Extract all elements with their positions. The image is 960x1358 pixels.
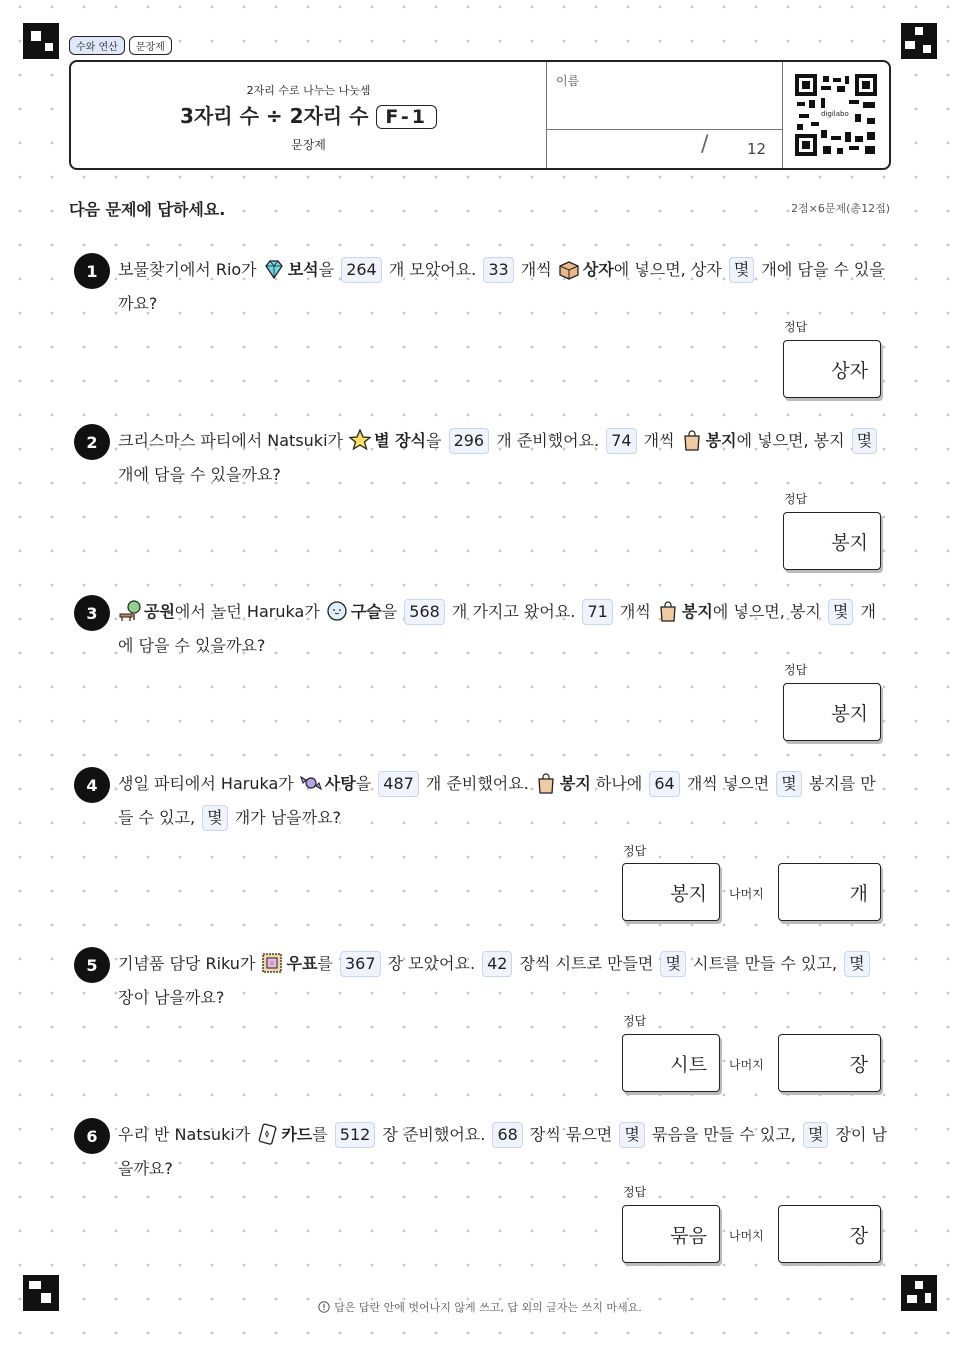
remainder-label: 나머지 — [729, 1229, 764, 1243]
container-name: 봉지 — [705, 431, 737, 450]
problem-text — [118, 253, 888, 321]
container-name: 상자 — [582, 260, 614, 279]
text: 개가 남을까요? — [229, 808, 342, 827]
number-total: 568 — [404, 599, 445, 625]
question-blank: 몇 — [660, 951, 685, 977]
text: 을 — [318, 260, 340, 279]
answer-box-remainder[interactable] — [778, 1034, 881, 1092]
item-name: 사탕 — [324, 774, 356, 793]
answer-box[interactable] — [783, 340, 881, 398]
answer-label: 정답 — [623, 1014, 647, 1028]
text: 장씩 시트로 만들면 — [514, 954, 659, 973]
points-info: 2점×6문제(총12점) — [791, 202, 890, 215]
item-name: 구슬 — [350, 602, 382, 621]
paper-bag-icon — [534, 771, 558, 795]
star-icon — [348, 428, 372, 452]
worksheet-title — [71, 100, 546, 129]
paper-bag-icon — [656, 599, 680, 623]
remainder-label: 나머지 — [729, 1058, 764, 1072]
problem-number: 1 — [74, 253, 110, 289]
text: 개 준비했어요. — [420, 774, 534, 793]
text: 을 — [355, 774, 377, 793]
number-per-group: 68 — [492, 1122, 522, 1148]
answer-unit: 상자 — [831, 359, 868, 382]
number-total: 512 — [335, 1122, 376, 1148]
answer-box-quotient[interactable] — [622, 1034, 720, 1092]
text: 을 — [381, 602, 403, 621]
stamp-icon — [260, 951, 284, 975]
item-name: 우표 — [286, 954, 318, 973]
number-total: 367 — [340, 951, 381, 977]
item-name: 보석 — [287, 260, 319, 279]
footer-note — [0, 1299, 960, 1315]
answer-box[interactable] — [783, 683, 881, 741]
title-block — [71, 62, 547, 168]
answer-unit: 장 — [849, 1224, 868, 1247]
container-name: 봉지 — [681, 602, 713, 621]
container-name: 봉지 — [559, 774, 591, 793]
problem-number: 6 — [74, 1118, 110, 1154]
text: 장이 남을까요? — [118, 988, 225, 1007]
card-icon — [255, 1122, 279, 1146]
info-icon — [318, 1301, 330, 1313]
text: 에 넣으면, 봉지 — [712, 602, 826, 621]
gem-icon — [262, 257, 286, 281]
text: 보물찾기에서 Rio가 — [118, 260, 262, 279]
answer-unit: 시트 — [670, 1053, 707, 1076]
item-name: 카드 — [281, 1125, 313, 1144]
text: 개 준비했어요. — [491, 431, 605, 450]
text: 장 준비했어요. — [377, 1125, 491, 1144]
answer-unit: 묶음 — [670, 1224, 707, 1247]
answer-unit: 봉지 — [831, 531, 868, 554]
number-per-group: 71 — [582, 599, 612, 625]
number-total: 264 — [341, 257, 382, 283]
answer-unit: 봉지 — [670, 882, 707, 905]
corner-marker-top-left — [23, 23, 59, 59]
text: 시트를 만들 수 있고, — [687, 954, 843, 973]
tag-word-problem: 문장제 — [129, 36, 172, 55]
problem-text — [118, 767, 888, 835]
text: 생일 파티에서 Haruka가 — [118, 774, 299, 793]
text: 에서 놀던 Haruka가 — [174, 602, 325, 621]
answer-unit: 장 — [849, 1053, 868, 1076]
text: 장 모았어요. — [382, 954, 481, 973]
number-total: 296 — [449, 428, 490, 454]
text: 개 모았어요. — [383, 260, 482, 279]
text: 을 — [426, 431, 447, 450]
text: 개에 담을 수 있을까요? — [118, 465, 281, 484]
item-name: 별 장식 — [374, 431, 427, 450]
qr-label: digilabo — [821, 110, 849, 118]
question-blank: 몇 — [828, 599, 853, 625]
answer-box-remainder[interactable] — [778, 863, 881, 921]
box-icon — [557, 257, 581, 281]
text: 를 — [312, 1125, 333, 1144]
text: 묶음을 만들 수 있고, — [646, 1125, 801, 1144]
text: 에 넣으면, 봉지 — [736, 431, 850, 450]
question-blank: 몇 — [202, 805, 227, 831]
text: 개씩 — [614, 602, 656, 621]
qr-code — [782, 62, 890, 168]
answer-box[interactable] — [783, 512, 881, 570]
candy-icon — [299, 771, 323, 795]
place-name: 공원 — [144, 602, 175, 621]
worksheet-code: F-1 — [376, 105, 437, 129]
text: 장씩 묶으면 — [524, 1125, 618, 1144]
score-slash: / — [701, 132, 709, 157]
problem-text — [118, 947, 888, 1015]
answer-unit: 봉지 — [831, 702, 868, 725]
question-blank: 몇 — [776, 771, 801, 797]
answer-box-remainder[interactable] — [778, 1205, 881, 1263]
question-blank: 몇 — [852, 428, 877, 454]
text: 기념품 담당 Riku가 — [118, 954, 261, 973]
answer-unit: 개 — [849, 882, 868, 905]
name-score-divider — [546, 129, 782, 130]
worksheet-kind: 문장제 — [291, 138, 326, 152]
number-total: 487 — [378, 771, 419, 797]
worksheet-title-text: 3자리 수 ÷ 2자리 수 — [180, 104, 369, 128]
text: 개씩 — [638, 431, 680, 450]
footer-text: 답은 답란 안에 벗어나지 않게 쓰고, 답 외의 글자는 쓰지 마세요. — [334, 1301, 642, 1314]
corner-marker-top-right — [901, 23, 937, 59]
text: 에 넣으면, 상자 — [613, 260, 727, 279]
number-per-group: 33 — [483, 257, 513, 283]
problem-number: 2 — [74, 424, 110, 460]
category-tags — [69, 36, 172, 55]
text: 하나에 — [590, 774, 648, 793]
question-blank: 몇 — [619, 1122, 644, 1148]
number-per-group: 42 — [482, 951, 512, 977]
question-blank: 몇 — [729, 257, 754, 283]
problem-text — [118, 424, 888, 492]
text: 봉지를 만들 수 있고, — [118, 774, 876, 827]
answer-label: 정답 — [623, 1185, 647, 1199]
problem-text — [118, 1118, 888, 1186]
text: 장이 남을까요? — [118, 1125, 887, 1178]
worksheet-subtitle: 2자리 수로 나누는 나눗셈 — [246, 84, 371, 97]
question-blank: 몇 — [803, 1122, 828, 1148]
number-per-group: 64 — [649, 771, 679, 797]
problem-number: 3 — [74, 595, 110, 631]
problem-text — [118, 595, 888, 663]
marble-icon — [325, 599, 349, 623]
worksheet-header — [69, 60, 891, 170]
answer-label: 정답 — [784, 492, 808, 506]
problem-number: 4 — [74, 767, 110, 803]
text: 크리스마스 파티에서 Natsuki가 — [118, 431, 349, 450]
tag-number-operations: 수와 연산 — [69, 36, 125, 55]
text: 개씩 — [515, 260, 557, 279]
text: 우리 반 Natsuki가 — [118, 1125, 256, 1144]
answer-label: 정답 — [784, 663, 808, 677]
text: 개에 담을 수 있을까요? — [118, 260, 885, 313]
answer-box-quotient[interactable] — [622, 1205, 720, 1263]
answer-label: 정답 — [623, 844, 647, 858]
text: 개 가지고 왔어요. — [446, 602, 581, 621]
answer-box-quotient[interactable] — [622, 863, 720, 921]
name-field-label: 이름 — [556, 74, 580, 88]
score-total: 12 — [747, 140, 767, 158]
instruction: 다음 문제에 답하세요. — [69, 200, 226, 219]
number-per-group: 74 — [606, 428, 636, 454]
paper-bag-icon — [680, 428, 704, 452]
problem-number: 5 — [74, 947, 110, 983]
answer-label: 정답 — [784, 320, 808, 334]
text: 개씩 넣으면 — [681, 774, 775, 793]
remainder-label: 나머지 — [729, 887, 764, 901]
question-blank: 몇 — [844, 951, 869, 977]
park-bench-tree-icon — [118, 599, 142, 623]
text: 를 — [317, 954, 338, 973]
text: 개에 담을 수 있을까요? — [118, 602, 876, 655]
